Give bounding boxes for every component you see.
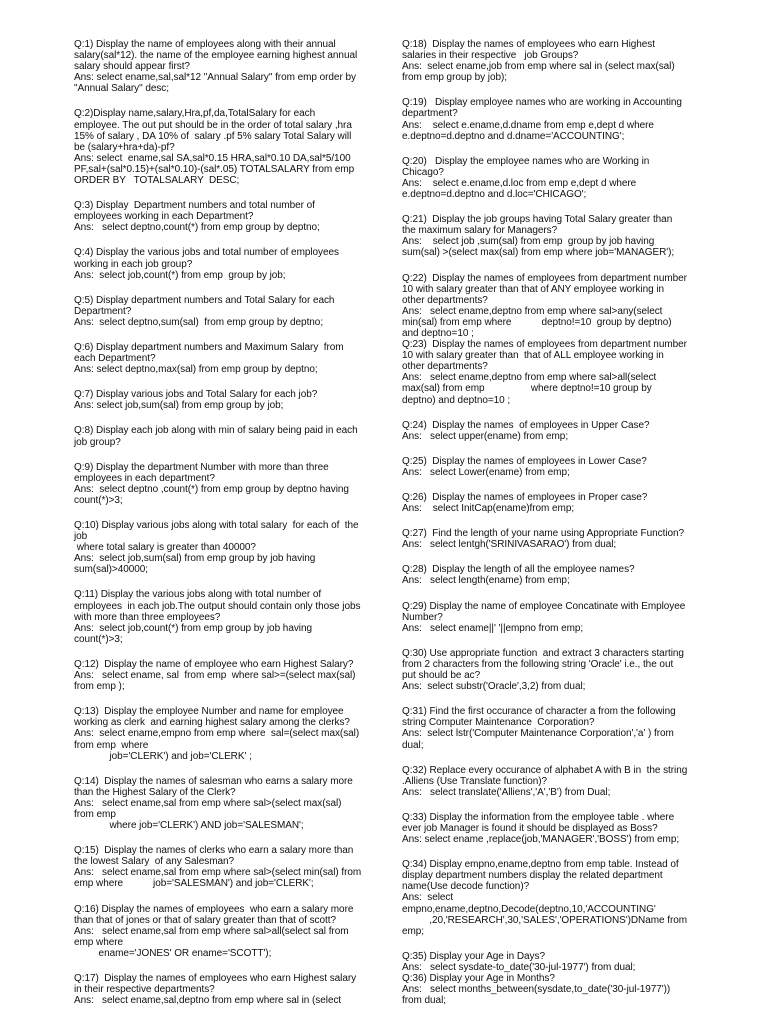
text-line: Q:19) Display employee names who are working in Accounting bbox=[402, 97, 682, 109]
text-line: where total salary is greater than 40000? bbox=[74, 542, 256, 554]
text-line: sum(sal) >(select max(sal) from emp where job='MANAGER'); bbox=[402, 247, 675, 259]
text-line: Ans: select e.ename,d.dname from emp e,dept d where bbox=[402, 119, 654, 131]
text-line: Number? bbox=[402, 611, 443, 623]
question-block bbox=[402, 951, 712, 973]
text-line: other departments? bbox=[402, 294, 488, 306]
text-line: Ans: select months_between(sysdate,to_date('30-jul-1977')) bbox=[402, 984, 671, 996]
text-line: count(*)>3; bbox=[74, 494, 123, 506]
text-line: Department? bbox=[74, 305, 132, 317]
text-line: Q:10) Display various jobs along with total salary for each of the bbox=[74, 520, 359, 531]
question-block bbox=[74, 973, 378, 1006]
text-line: Q:20) Display the employee names who are Working in bbox=[402, 155, 650, 167]
text-line: emp; bbox=[402, 925, 425, 937]
text-line: Ans: select job,count(*) from emp group by job; bbox=[74, 269, 286, 281]
text-line: Q:1) Display the name of employees along with their annual bbox=[74, 39, 336, 50]
text-line: max(sal) from emp where deptno!=10 group by bbox=[402, 383, 652, 395]
text-line: Ans: select ename,sal from emp where sal>(select min(sal) from bbox=[74, 867, 362, 879]
text-line: Ans: select ename,sal from emp where sal>(select max(sal) bbox=[74, 797, 342, 809]
text-line: job group? bbox=[74, 436, 121, 448]
text-line: Ans: select bbox=[402, 892, 454, 904]
text-line: job bbox=[74, 531, 88, 543]
question-block bbox=[74, 342, 378, 375]
text-line: Ans: select ename,job from emp where sal in (select max(sal) bbox=[402, 61, 675, 73]
text-line: Ans: select ename,deptno from emp where sal>any(select bbox=[402, 305, 663, 317]
text-line: and deptno=10 ; bbox=[402, 327, 474, 339]
text-line: Ans: select InitCap(ename)from emp; bbox=[402, 503, 575, 515]
question-block bbox=[402, 564, 712, 586]
text-line: e.deptno=d.deptno and d.dname='ACCOUNTING'; bbox=[402, 130, 625, 142]
text-line: Q:35) Display your Age in Days? bbox=[402, 950, 545, 962]
question-block bbox=[74, 295, 378, 328]
question-block bbox=[74, 39, 378, 94]
text-line: salaries in their respective job Groups? bbox=[402, 50, 579, 62]
text-line: ever job Manager is found it should be displayed as Boss? bbox=[402, 822, 658, 834]
text-line: emp where job='SALESMAN') and job='CLERK'; bbox=[74, 878, 314, 890]
question-block bbox=[402, 765, 712, 798]
text-line: salary should appear first? bbox=[74, 61, 190, 73]
text-line: in their respective departments? bbox=[74, 984, 215, 996]
text-line: department? bbox=[402, 108, 458, 120]
text-line: with more than three employees? bbox=[74, 611, 221, 623]
text-line: ,20,'RESEARCH',30,'SALES','OPERATIONS')DName from bbox=[402, 914, 688, 926]
text-line: Q:5) Display department numbers and Total Salary for each bbox=[74, 294, 335, 306]
text-line: Ans: select deptno,count(*) from emp group by deptno; bbox=[74, 222, 320, 234]
text-line: salary(sal*12). the name of the employee earning highest annual bbox=[74, 50, 358, 62]
text-line: the lowest Salary of any Salesman? bbox=[74, 856, 235, 868]
text-line: Q:9) Display the department Number with more than three bbox=[74, 461, 329, 473]
question-block bbox=[402, 492, 712, 514]
text-line: Ans: select job,sum(sal) from emp group by job having bbox=[74, 553, 316, 565]
text-line: working in each job group? bbox=[74, 258, 193, 270]
question-block bbox=[402, 273, 712, 340]
text-line: working as clerk and earning highest salary among the clerks? bbox=[74, 717, 350, 729]
text-line: Q:15) Display the names of clerks who earn a salary more than bbox=[74, 845, 354, 857]
question-block bbox=[402, 39, 712, 83]
text-line: job='CLERK') and job='CLERK' ; bbox=[74, 750, 252, 762]
text-line: Q:6) Display department numbers and Maximum Salary from bbox=[74, 341, 344, 353]
question-block bbox=[402, 214, 712, 258]
text-line: Ans: select ename||' '||empno from emp; bbox=[402, 622, 584, 634]
text-line: Q:28) Display the length of all the employee names? bbox=[402, 564, 635, 576]
text-line: where job='CLERK') AND job='SALESMAN'; bbox=[74, 820, 304, 832]
question-block bbox=[74, 520, 378, 575]
question-block bbox=[402, 859, 712, 937]
question-block bbox=[74, 904, 378, 959]
text-line: string Computer Maintenance Corporation? bbox=[402, 717, 595, 729]
text-line: Q:24) Display the names of employees in Upper Case? bbox=[402, 419, 650, 431]
text-line: emp where bbox=[74, 936, 124, 948]
left-column bbox=[74, 39, 378, 1020]
text-line: from dual; bbox=[402, 995, 446, 1007]
text-line: from 2 characters from the following string 'Oracle' i.e., the out bbox=[402, 658, 674, 670]
text-line: Q:25) Display the names of employees in Lower Case? bbox=[402, 455, 647, 467]
text-line: from emp where bbox=[74, 739, 149, 751]
text-line: than the Highest Salary of the Clerk? bbox=[74, 786, 236, 798]
text-line: employee. The out put should be in the order of total salary ,hra bbox=[74, 119, 352, 131]
text-line: Ans: select ename,sal SA,sal*0.15 HRA,sal*0.10 DA,sal*5/100 bbox=[74, 152, 351, 164]
text-line: Ans: select job,sum(sal) from emp group by job; bbox=[74, 400, 284, 412]
question-block bbox=[402, 648, 712, 692]
text-line: be (salary+hra+da)-pf? bbox=[74, 141, 175, 153]
text-line: Ans: select lstr('Computer Maintenance Corporation','a' ) from bbox=[402, 728, 674, 740]
text-line: Ans: select deptno,sum(sal) from emp group by deptno; bbox=[74, 316, 324, 328]
text-line: employees working in each Department? bbox=[74, 211, 254, 223]
question-block bbox=[402, 156, 712, 200]
question-block bbox=[74, 108, 378, 186]
text-line: ORDER BY TOTALSALARY DESC; bbox=[74, 175, 240, 187]
text-line: Ans: select sysdate-to_date('30-jul-1977') from dual; bbox=[402, 961, 636, 973]
text-line: Ans: select deptno,max(sal) from emp group by deptno; bbox=[74, 364, 318, 376]
text-line: Ans: select length(ename) from emp; bbox=[402, 575, 570, 587]
text-line: dual; bbox=[402, 739, 424, 751]
text-line: Q:13) Display the employee Number and name for employee bbox=[74, 706, 344, 718]
text-line: sum(sal)>40000; bbox=[74, 564, 149, 576]
question-block bbox=[74, 706, 378, 761]
text-line: Q:21) Display the job groups having Total Salary greater than bbox=[402, 214, 673, 226]
question-block bbox=[74, 200, 378, 233]
text-line: Ans: select ename,empno from emp where sal=(select max(sal) bbox=[74, 728, 360, 740]
text-line: Q:26) Display the names of employees in Proper case? bbox=[402, 492, 648, 503]
question-block bbox=[402, 601, 712, 634]
text-line: the maximum salary for Managers? bbox=[402, 225, 558, 237]
text-line: Q:27) Find the length of your name using Appropriate Function? bbox=[402, 528, 685, 540]
text-line: Q:2)Display name,salary,Hra,pf,da,TotalSalary for each bbox=[74, 108, 316, 120]
question-block bbox=[74, 462, 378, 506]
text-line: name(Use decode function)? bbox=[402, 881, 530, 893]
text-line: Q:36) Display your Age in Months? bbox=[402, 973, 555, 984]
text-line: min(sal) from emp where deptno!=10 group by deptno) bbox=[402, 316, 672, 328]
text-line: Ans: select substr('Oracle',3,2) from dual; bbox=[402, 681, 586, 693]
text-line: "Annual Salary" desc; bbox=[74, 83, 169, 95]
question-block bbox=[74, 589, 378, 644]
question-block bbox=[74, 776, 378, 831]
text-line: Q:22) Display the names of employees from department number bbox=[402, 272, 687, 284]
question-block bbox=[74, 845, 378, 889]
text-line: Ans: select ename,sal,deptno from emp where sal in (select bbox=[74, 995, 342, 1007]
text-line: empno,ename,deptno,Decode(deptno,10,'ACCOUNTING' bbox=[402, 903, 656, 915]
text-line: Ans: select job,count(*) from emp group by job having bbox=[74, 622, 312, 634]
text-line: Q:8) Display each job along with min of salary being paid in each bbox=[74, 425, 358, 437]
text-line: count(*)>3; bbox=[74, 633, 123, 645]
text-line: Ans: select upper(ename) from emp; bbox=[402, 430, 569, 442]
text-line: Ans: select ename ,replace(job,'MANAGER','BOSS') from emp; bbox=[402, 834, 680, 846]
text-line: employees in each job.The output should contain only those jobs bbox=[74, 600, 361, 612]
text-line: ename='JONES' OR ename='SCOTT'); bbox=[74, 947, 272, 959]
text-line: other departments? bbox=[402, 361, 488, 373]
text-line: .Alliens (Use Translate function)? bbox=[402, 775, 548, 787]
text-line: Ans: select ename,sal from emp where sal>all(select sal from bbox=[74, 925, 349, 937]
text-line: Chicago? bbox=[402, 166, 444, 178]
text-line: Q:31) Find the first occurance of character a from the following bbox=[402, 706, 676, 718]
question-block bbox=[74, 659, 378, 692]
question-block bbox=[402, 339, 712, 406]
text-line: Ans: select job ,sum(sal) from emp group by job having bbox=[402, 236, 655, 248]
text-line: Ans: select Lower(ename) from emp; bbox=[402, 466, 570, 478]
text-line: from emp group by job); bbox=[402, 72, 508, 84]
text-line: Q:12) Display the name of employee who earn Highest Salary? bbox=[74, 658, 354, 670]
text-line: Ans: select lentgh('SRINIVASARAO') from dual; bbox=[402, 539, 617, 551]
text-line: each Department? bbox=[74, 353, 156, 365]
question-block bbox=[74, 389, 378, 411]
text-line: display department numbers display the related department bbox=[402, 870, 663, 882]
text-line: Ans: select ename,sal,sal*12 "Annual Salary" from emp order by bbox=[74, 72, 356, 84]
text-line: Q:29) Display the name of employee Concatinate with Employee bbox=[402, 600, 686, 612]
question-block bbox=[402, 812, 712, 845]
question-block bbox=[74, 425, 378, 447]
text-line: Q:3) Display Department numbers and total number of bbox=[74, 200, 315, 212]
text-line: Q:4) Display the various jobs and total number of employees bbox=[74, 247, 339, 259]
text-line: Q:18) Display the names of employees who earn Highest bbox=[402, 39, 655, 50]
question-block bbox=[402, 706, 712, 750]
text-line: employees in each department? bbox=[74, 472, 215, 484]
text-line: Q:17) Display the names of employees who earn Highest salary bbox=[74, 973, 357, 984]
text-line: 10 with salary greater than that of ALL employee working in bbox=[402, 350, 664, 362]
text-line: Ans: select ename,deptno from emp where sal>all(select bbox=[402, 372, 657, 384]
text-line: 15% of salary , DA 10% of salary .pf 5% salary Total Salary will bbox=[74, 130, 352, 142]
text-line: from emp bbox=[74, 808, 116, 820]
text-line: from emp ); bbox=[74, 681, 125, 693]
text-line: Q:32) Replace every occurance of alphabet A with B in the string bbox=[402, 764, 688, 776]
text-line: Ans: select translate('Alliens','A','B') from Dual; bbox=[402, 786, 611, 798]
text-line: Q:23) Display the names of employees from department number bbox=[402, 339, 687, 351]
text-line: than that of jones or that of salary greater than that of scott? bbox=[74, 914, 336, 926]
text-line: Ans: select e.ename,d.loc from emp e,dept d where bbox=[402, 177, 637, 189]
text-line: PF,sal+(sal*0.15)+(sal*0.10)-(sal*.05) TOTALSALARY from emp bbox=[74, 163, 355, 175]
text-line: Q:7) Display various jobs and Total Salary for each job? bbox=[74, 389, 318, 401]
text-line: Q:16) Display the names of employees who earn a salary more bbox=[74, 903, 354, 915]
right-column bbox=[402, 39, 712, 1020]
text-line: Q:34) Display empno,ename,deptno from emp table. Instead of bbox=[402, 859, 679, 871]
text-line: Q:30) Use appropriate function and extract 3 characters starting bbox=[402, 647, 684, 659]
text-line: Ans: select ename, sal from emp where sal>=(select max(sal) bbox=[74, 670, 356, 682]
text-line: Q:14) Display the names of salesman who earns a salary more bbox=[74, 775, 353, 787]
text-line: deptno) and deptno=10 ; bbox=[402, 394, 511, 406]
text-line: 10 with salary greater than that of ANY employee working in bbox=[402, 283, 665, 295]
question-block bbox=[74, 247, 378, 280]
question-block bbox=[402, 456, 712, 478]
text-line: Q:11) Display the various jobs along with total number of bbox=[74, 589, 322, 601]
text-line: Q:33) Display the information from the employee table . where bbox=[402, 811, 675, 823]
question-block bbox=[402, 973, 712, 1006]
text-line: e.deptno=d.deptno and d.loc='CHICAGO'; bbox=[402, 189, 587, 201]
question-block bbox=[402, 528, 712, 550]
question-block bbox=[402, 420, 712, 442]
question-block bbox=[402, 97, 712, 141]
text-line: Ans: select deptno ,count(*) from emp group by deptno having bbox=[74, 483, 349, 495]
text-line: put should be ac? bbox=[402, 670, 481, 682]
